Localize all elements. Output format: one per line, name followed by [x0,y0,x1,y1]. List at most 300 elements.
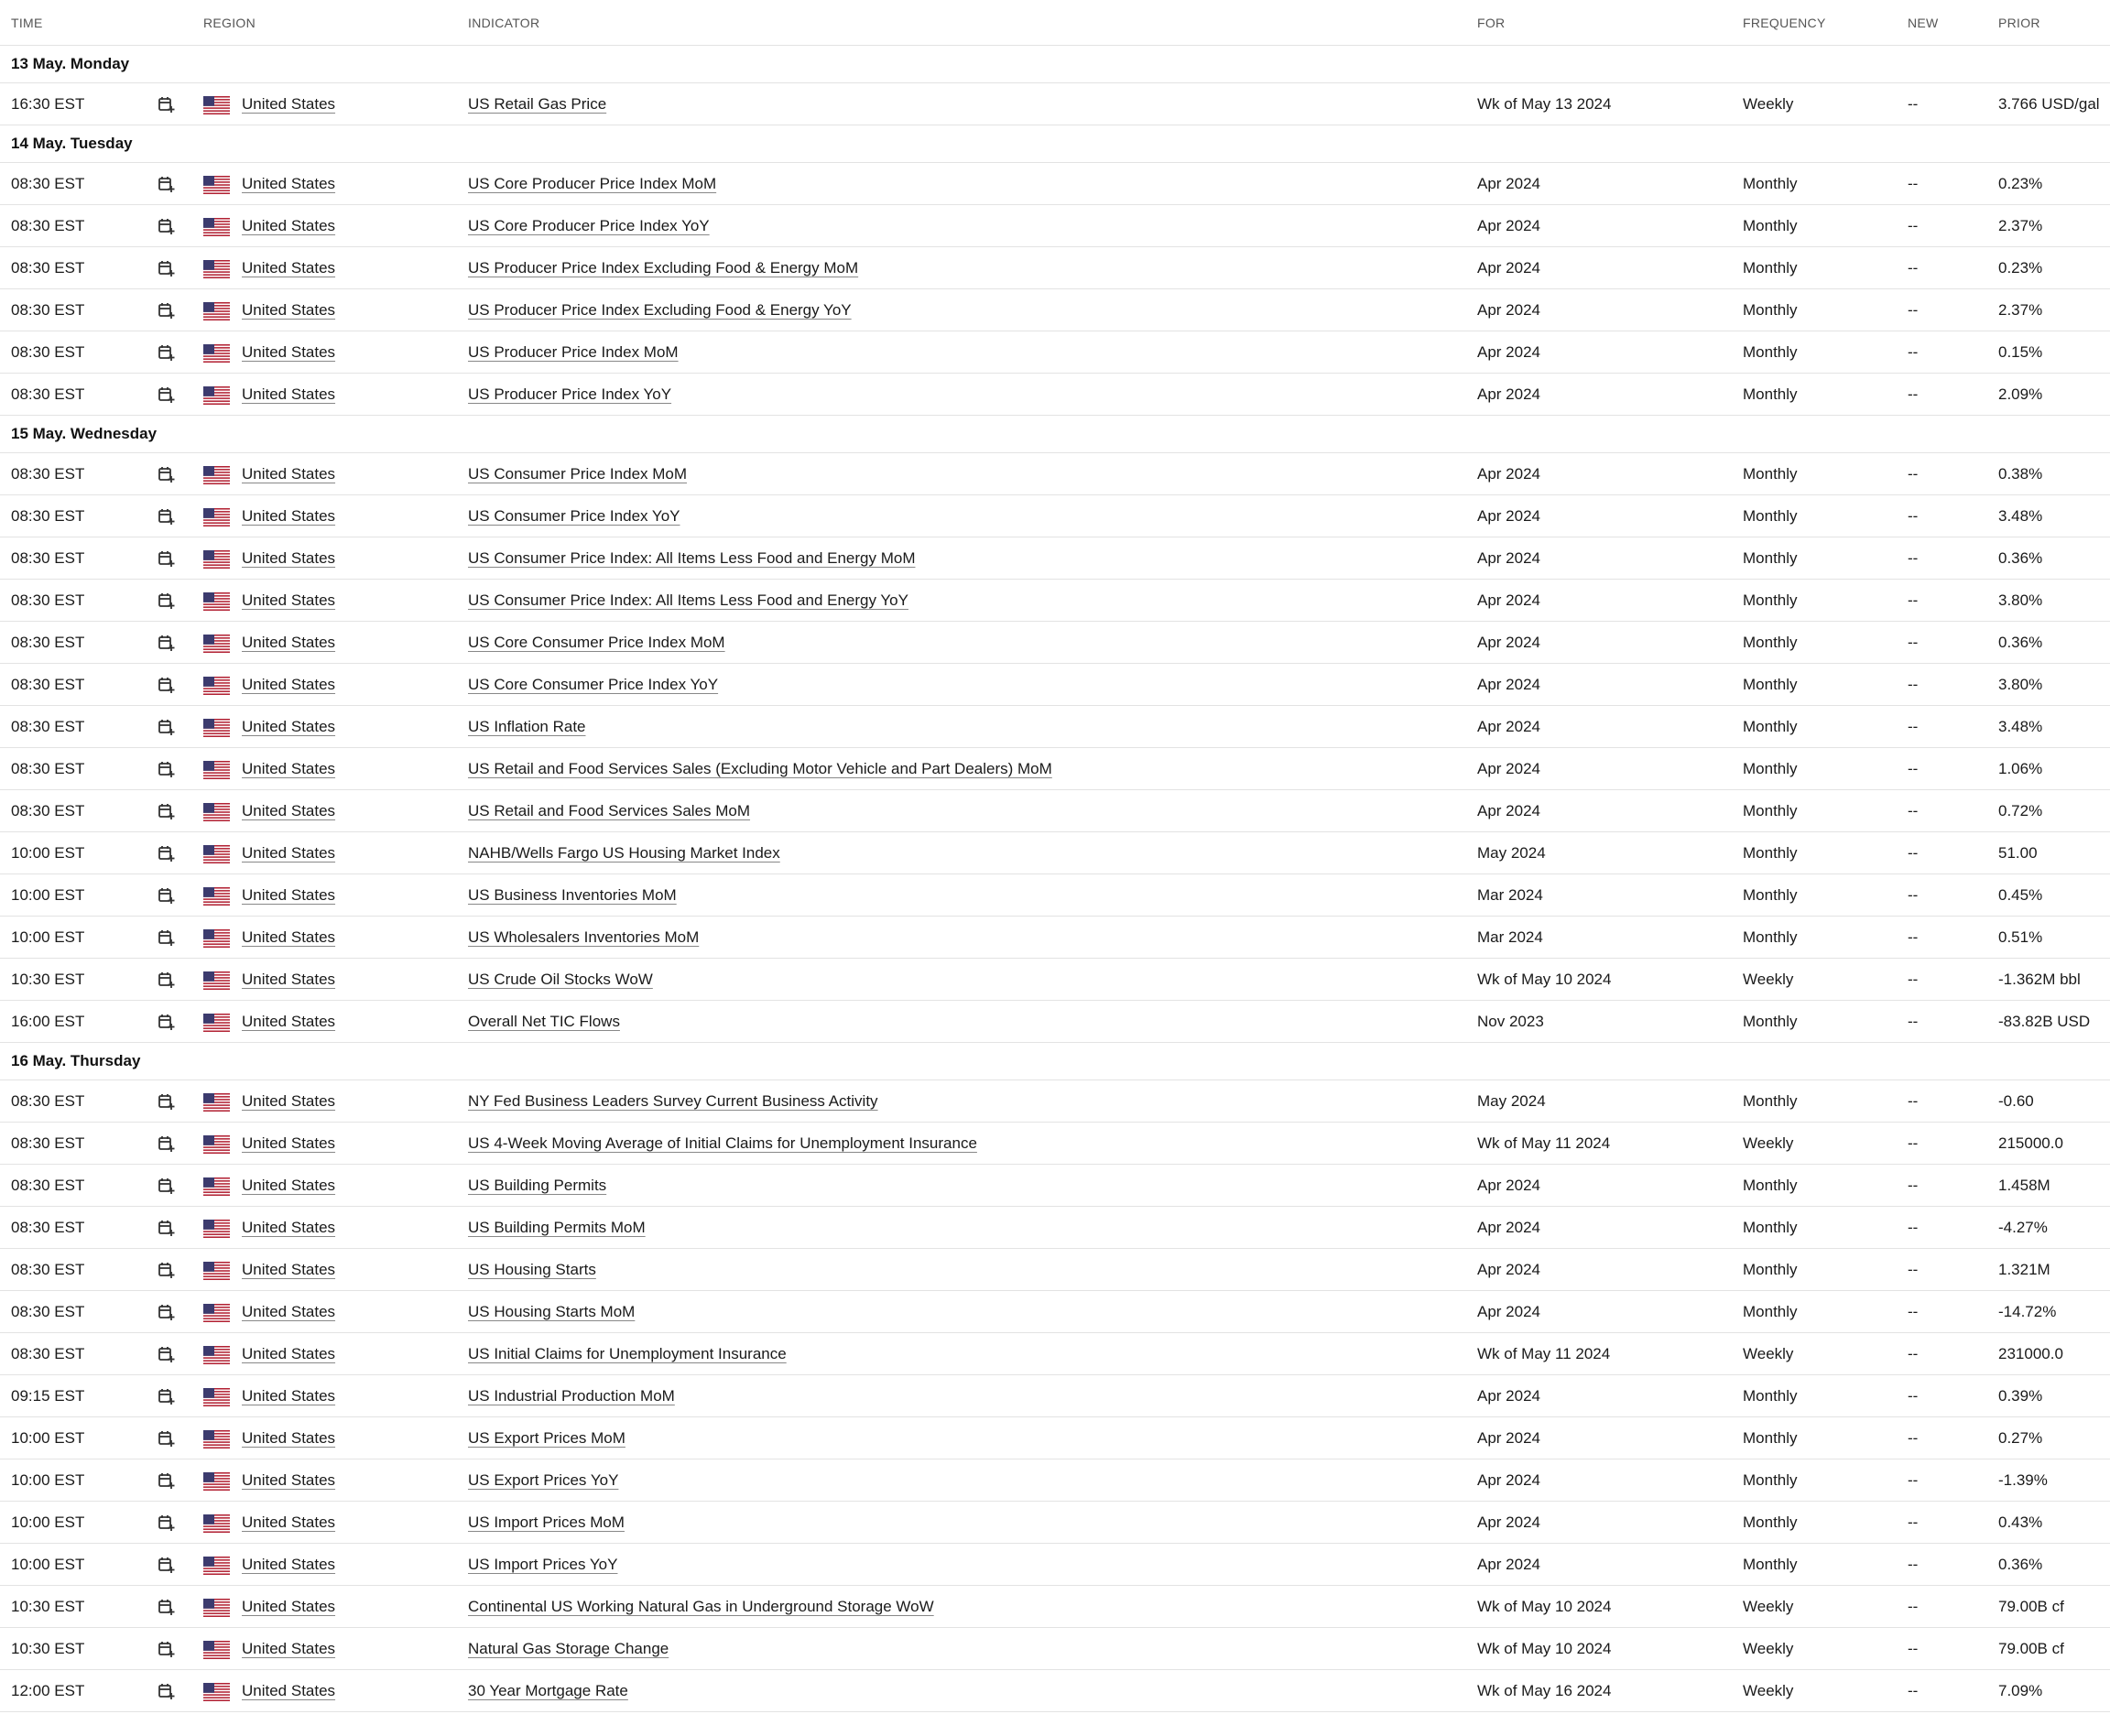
us-flag-icon [203,803,230,821]
us-flag-icon [203,1262,230,1280]
event-period: Apr 2024 [1477,1471,1540,1489]
us-flag-icon [203,677,230,695]
event-period: Apr 2024 [1477,301,1540,319]
column-header-prior[interactable]: PRIOR [1998,16,2040,30]
us-flag-icon [203,96,230,114]
add-to-calendar-button[interactable] [158,917,179,958]
event-row[interactable] [0,917,2110,959]
add-to-calendar-button[interactable] [158,205,179,246]
us-flag-icon [203,218,230,236]
event-time: 08:30 EST [11,1261,85,1278]
calendar-add-icon[interactable] [158,1514,176,1532]
calendar-add-icon[interactable] [158,343,176,362]
add-to-calendar-button[interactable] [158,748,179,789]
event-row[interactable] [0,1333,2110,1375]
event-frequency: Monthly [1743,385,1798,403]
region-link[interactable]: United States [242,802,336,819]
indicator-link[interactable]: US Producer Price Index Excluding Food & Energy MoM [468,259,859,277]
event-row[interactable] [0,374,2110,416]
indicator-link[interactable]: US Housing Starts MoM [468,1303,636,1320]
event-prior-value: 2.37% [1998,301,2043,319]
calendar-add-icon[interactable] [158,175,176,193]
event-frequency: Weekly [1743,1598,1794,1615]
calendar-add-icon[interactable] [158,802,176,820]
region-link[interactable]: United States [242,1598,336,1615]
add-to-calendar-button[interactable] [158,289,179,331]
region-flag [203,1502,231,1543]
region-link[interactable]: United States [242,760,336,777]
event-row[interactable] [0,1291,2110,1333]
region-link[interactable]: United States [242,1682,336,1699]
indicator-link[interactable]: Natural Gas Storage Change [468,1640,669,1657]
calendar-add-icon[interactable] [158,385,176,404]
add-to-calendar-button[interactable] [158,1001,179,1042]
indicator-link[interactable]: US 4-Week Moving Average of Initial Claims for Unemployment Insurance [468,1134,977,1152]
calendar-add-icon[interactable] [158,1471,176,1490]
event-row[interactable] [0,1375,2110,1417]
event-time: 08:30 EST [11,634,85,651]
region-link[interactable]: United States [242,1261,336,1278]
event-new-value: -- [1908,465,1919,483]
us-flag-icon [203,1220,230,1238]
calendar-add-icon[interactable] [158,676,176,694]
indicator-link[interactable]: US Housing Starts [468,1261,596,1278]
column-header-region[interactable]: REGION [203,16,256,30]
event-row[interactable] [0,247,2110,289]
region-link[interactable]: United States [242,1013,336,1030]
region-link[interactable]: United States [242,259,336,277]
indicator-link[interactable]: US Export Prices YoY [468,1471,619,1489]
event-row[interactable] [0,959,2110,1001]
calendar-add-icon[interactable] [158,1598,176,1616]
region-link[interactable]: United States [242,465,336,483]
us-flag-icon [203,1683,230,1701]
indicator-link[interactable]: US Crude Oil Stocks WoW [468,971,653,988]
calendar-add-icon[interactable] [158,1261,176,1279]
day-label: 14 May. Tuesday [11,135,133,152]
event-prior-value: 231000.0 [1998,1345,2063,1362]
region-link[interactable]: United States [242,549,336,567]
event-prior-value: 0.43% [1998,1514,2043,1531]
event-frequency: Monthly [1743,549,1798,567]
region-flag [203,580,231,621]
event-new-value: -- [1908,634,1919,651]
event-frequency: Weekly [1743,971,1794,988]
region-flag [203,748,231,789]
add-to-calendar-button[interactable] [158,1080,179,1122]
event-new-value: -- [1908,676,1919,693]
us-flag-icon [203,1014,230,1032]
region-link[interactable]: United States [242,1640,336,1657]
event-prior-value: 79.00B cf [1998,1598,2064,1615]
calendar-add-icon[interactable] [158,971,176,989]
calendar-add-icon[interactable] [158,1303,176,1321]
region-link[interactable]: United States [242,886,336,904]
event-row[interactable] [0,580,2110,622]
region-link[interactable]: United States [242,676,336,693]
add-to-calendar-button[interactable] [158,1417,179,1459]
calendar-add-icon[interactable] [158,1219,176,1237]
event-time: 08:30 EST [11,760,85,777]
indicator-link[interactable]: US Export Prices MoM [468,1429,625,1447]
us-flag-icon [203,1304,230,1322]
event-new-value: -- [1908,507,1919,525]
day-header-row [0,46,2110,83]
event-prior-value: 1.06% [1998,760,2043,777]
indicator-link[interactable]: 30 Year Mortgage Rate [468,1682,628,1699]
indicator-link[interactable]: US Inflation Rate [468,718,586,735]
event-row[interactable] [0,331,2110,374]
add-to-calendar-button[interactable] [158,1123,179,1164]
us-flag-icon [203,1177,230,1196]
event-new-value: -- [1908,385,1919,403]
event-row[interactable] [0,1249,2110,1291]
add-to-calendar-button[interactable] [158,1544,179,1585]
add-to-calendar-button[interactable] [158,1333,179,1374]
event-period: Apr 2024 [1477,217,1540,234]
add-to-calendar-button[interactable] [158,622,179,663]
us-flag-icon [203,761,230,779]
indicator-link[interactable]: US Import Prices MoM [468,1514,625,1531]
region-link[interactable]: United States [242,971,336,988]
event-new-value: -- [1908,1261,1919,1278]
event-frequency: Monthly [1743,465,1798,483]
add-to-calendar-button[interactable] [158,1165,179,1206]
event-time: 08:30 EST [11,718,85,735]
add-to-calendar-button[interactable] [158,83,179,125]
add-to-calendar-button[interactable] [158,1249,179,1290]
indicator-link[interactable]: US Consumer Price Index YoY [468,507,680,525]
event-period: Apr 2024 [1477,507,1540,525]
add-to-calendar-button[interactable] [158,832,179,873]
indicator-link[interactable]: US Wholesalers Inventories MoM [468,928,700,946]
indicator-link[interactable]: US Core Consumer Price Index MoM [468,634,725,651]
event-row[interactable] [0,1502,2110,1544]
event-new-value: -- [1908,760,1919,777]
region-link[interactable]: United States [242,844,336,862]
region-flag [203,163,231,204]
event-prior-value: 0.15% [1998,343,2043,361]
event-new-value: -- [1908,844,1919,862]
event-row[interactable] [0,1459,2110,1502]
event-time: 08:30 EST [11,175,85,192]
us-flag-icon [203,1093,230,1112]
region-link[interactable]: United States [242,928,336,946]
indicator-link[interactable]: US Building Permits MoM [468,1219,646,1236]
region-flag [203,1207,231,1248]
indicator-link[interactable]: US Core Producer Price Index YoY [468,217,710,234]
region-link[interactable]: United States [242,1429,336,1447]
day-header-row [0,416,2110,453]
event-time: 08:30 EST [11,385,85,403]
indicator-link[interactable]: US Initial Claims for Unemployment Insurance [468,1345,787,1362]
event-prior-value: 3.48% [1998,718,2043,735]
region-flag [203,83,231,125]
indicator-link[interactable]: US Retail and Food Services Sales (Excluding Motor Vehicle and Part Dealers) MoM [468,760,1052,777]
event-period: Apr 2024 [1477,175,1540,192]
event-period: Apr 2024 [1477,1556,1540,1573]
indicator-link[interactable]: NY Fed Business Leaders Survey Current Business Activity [468,1092,878,1110]
add-to-calendar-button[interactable] [158,1291,179,1332]
region-link[interactable]: United States [242,1134,336,1152]
event-period: Nov 2023 [1477,1013,1544,1030]
event-row[interactable] [0,1670,2110,1712]
event-period: Apr 2024 [1477,1303,1540,1320]
event-row[interactable] [0,1207,2110,1249]
event-prior-value: -4.27% [1998,1219,2048,1236]
region-link[interactable]: United States [242,343,336,361]
event-prior-value: 0.23% [1998,259,2043,277]
event-time: 08:30 EST [11,591,85,609]
region-link[interactable]: United States [242,1514,336,1531]
event-frequency: Monthly [1743,1387,1798,1405]
event-frequency: Monthly [1743,507,1798,525]
column-header-time[interactable]: TIME [11,16,43,30]
us-flag-icon [203,1430,230,1448]
event-time: 10:00 EST [11,1556,85,1573]
calendar-add-icon[interactable] [158,465,176,483]
calendar-add-icon[interactable] [158,507,176,526]
calendar-add-icon[interactable] [158,259,176,277]
event-frequency: Monthly [1743,760,1798,777]
indicator-link[interactable]: US Industrial Production MoM [468,1387,675,1405]
event-new-value: -- [1908,1134,1919,1152]
calendar-add-icon[interactable] [158,591,176,610]
event-prior-value: -0.60 [1998,1092,2034,1110]
us-flag-icon [203,466,230,484]
region-flag [203,1670,231,1711]
region-link[interactable]: United States [242,95,336,113]
calendar-add-icon[interactable] [158,718,176,736]
event-row[interactable] [0,453,2110,495]
add-to-calendar-button[interactable] [158,331,179,373]
column-header-indicator[interactable]: INDICATOR [468,16,540,30]
add-to-calendar-button[interactable] [158,163,179,204]
indicator-link[interactable]: US Producer Price Index YoY [468,385,672,403]
event-frequency: Weekly [1743,1345,1794,1362]
event-new-value: -- [1908,1598,1919,1615]
region-link[interactable]: United States [242,1345,336,1362]
region-link[interactable]: United States [242,175,336,192]
event-time: 08:30 EST [11,802,85,819]
event-row[interactable] [0,1544,2110,1586]
region-flag [203,1544,231,1585]
event-row[interactable] [0,706,2110,748]
event-row[interactable] [0,83,2110,125]
event-new-value: -- [1908,1303,1919,1320]
event-row[interactable] [0,205,2110,247]
calendar-add-icon[interactable] [158,1134,176,1153]
region-link[interactable]: United States [242,1092,336,1110]
region-link[interactable]: United States [242,1471,336,1489]
add-to-calendar-button[interactable] [158,790,179,831]
event-row[interactable] [0,748,2110,790]
event-time: 08:30 EST [11,259,85,277]
add-to-calendar-button[interactable] [158,706,179,747]
indicator-link[interactable]: Overall Net TIC Flows [468,1013,620,1030]
indicator-link[interactable]: US Retail and Food Services Sales MoM [468,802,751,819]
event-frequency: Monthly [1743,928,1798,946]
event-row[interactable] [0,1417,2110,1459]
add-to-calendar-button[interactable] [158,1375,179,1416]
region-flag [203,1165,231,1206]
event-time: 10:00 EST [11,844,85,862]
event-frequency: Monthly [1743,802,1798,819]
indicator-link[interactable]: NAHB/Wells Fargo US Housing Market Index [468,844,780,862]
event-frequency: Monthly [1743,1219,1798,1236]
event-frequency: Weekly [1743,1640,1794,1657]
event-prior-value: 79.00B cf [1998,1640,2064,1657]
day-label: 13 May. Monday [11,55,130,72]
indicator-link[interactable]: US Consumer Price Index: All Items Less Food and Energy MoM [468,549,916,567]
region-link[interactable]: United States [242,217,336,234]
event-row[interactable] [0,537,2110,580]
add-to-calendar-button[interactable] [158,664,179,705]
column-header-new[interactable]: NEW [1908,16,1939,30]
calendar-add-icon[interactable] [158,928,176,947]
calendar-add-icon[interactable] [158,886,176,905]
calendar-add-icon[interactable] [158,1387,176,1405]
calendar-add-icon[interactable] [158,1345,176,1363]
calendar-add-icon[interactable] [158,844,176,863]
day-label: 15 May. Wednesday [11,425,158,442]
event-new-value: -- [1908,1013,1919,1030]
calendar-add-icon[interactable] [158,1556,176,1574]
indicator-link[interactable]: US Core Producer Price Index MoM [468,175,717,192]
event-new-value: -- [1908,549,1919,567]
calendar-add-icon[interactable] [158,1682,176,1700]
indicator-link[interactable]: US Import Prices YoY [468,1556,618,1573]
region-link[interactable]: United States [242,301,336,319]
add-to-calendar-button[interactable] [158,1670,179,1711]
event-row[interactable] [0,163,2110,205]
event-row[interactable] [0,495,2110,537]
indicator-link[interactable]: US Core Consumer Price Index YoY [468,676,719,693]
event-time: 08:30 EST [11,1134,85,1152]
calendar-add-icon[interactable] [158,549,176,568]
event-frequency: Monthly [1743,634,1798,651]
indicator-link[interactable]: US Producer Price Index Excluding Food & Energy YoY [468,301,852,319]
event-row[interactable] [0,664,2110,706]
event-prior-value: 0.36% [1998,634,2043,651]
us-flag-icon [203,1514,230,1533]
indicator-link[interactable]: US Consumer Price Index: All Items Less Food and Energy YoY [468,591,908,609]
column-header-for[interactable]: FOR [1477,16,1506,30]
add-to-calendar-button[interactable] [158,247,179,288]
event-row[interactable] [0,1123,2110,1165]
region-flag [203,1628,231,1669]
table-header [0,0,2110,46]
calendar-add-icon[interactable] [158,634,176,652]
region-flag [203,495,231,537]
calendar-add-icon[interactable] [158,95,176,114]
calendar-add-icon[interactable] [158,1013,176,1031]
event-prior-value: 3.766 USD/gal [1998,95,2100,113]
region-flag [203,917,231,958]
event-new-value: -- [1908,1429,1919,1447]
region-link[interactable]: United States [242,1177,336,1194]
calendar-add-icon[interactable] [158,1640,176,1658]
column-header-frequency[interactable]: FREQUENCY [1743,16,1826,30]
region-link[interactable]: United States [242,1303,336,1320]
region-flag [203,959,231,1000]
calendar-add-icon[interactable] [158,1177,176,1195]
region-flag [203,874,231,916]
event-period: May 2024 [1477,844,1546,862]
region-flag [203,1080,231,1122]
calendar-add-icon[interactable] [158,760,176,778]
add-to-calendar-button[interactable] [158,374,179,415]
event-time: 08:30 EST [11,301,85,319]
add-to-calendar-button[interactable] [158,874,179,916]
indicator-link[interactable]: Continental US Working Natural Gas in Underground Storage WoW [468,1598,934,1615]
event-prior-value: 3.80% [1998,676,2043,693]
region-link[interactable]: United States [242,385,336,403]
calendar-add-icon[interactable] [158,301,176,320]
add-to-calendar-button[interactable] [158,580,179,621]
add-to-calendar-button[interactable] [158,1207,179,1248]
region-link[interactable]: United States [242,591,336,609]
event-period: Mar 2024 [1477,928,1543,946]
add-to-calendar-button[interactable] [158,537,179,579]
us-flag-icon [203,887,230,906]
region-link[interactable]: United States [242,507,336,525]
event-row[interactable] [0,1586,2110,1628]
us-flag-icon [203,386,230,405]
event-frequency: Monthly [1743,259,1798,277]
region-link[interactable]: United States [242,634,336,651]
calendar-add-icon[interactable] [158,1092,176,1111]
event-row[interactable] [0,622,2110,664]
us-flag-icon [203,1641,230,1659]
add-to-calendar-button[interactable] [158,453,179,494]
indicator-link[interactable]: US Building Permits [468,1177,607,1194]
add-to-calendar-button[interactable] [158,1586,179,1627]
add-to-calendar-button[interactable] [158,1502,179,1543]
event-row[interactable] [0,874,2110,917]
add-to-calendar-button[interactable] [158,1628,179,1669]
region-flag [203,1249,231,1290]
region-link[interactable]: United States [242,1556,336,1573]
calendar-add-icon[interactable] [158,217,176,235]
region-link[interactable]: United States [242,1387,336,1405]
calendar-add-icon[interactable] [158,1429,176,1448]
event-row[interactable] [0,832,2110,874]
event-new-value: -- [1908,1640,1919,1657]
event-frequency: Monthly [1743,217,1798,234]
event-row[interactable] [0,790,2110,832]
indicator-link[interactable]: US Business Inventories MoM [468,886,677,904]
event-row[interactable] [0,1628,2110,1670]
indicator-link[interactable]: US Producer Price Index MoM [468,343,679,361]
region-flag [203,1586,231,1627]
event-row[interactable] [0,1080,2110,1123]
event-row[interactable] [0,1001,2110,1043]
event-new-value: -- [1908,175,1919,192]
indicator-link[interactable]: US Consumer Price Index MoM [468,465,688,483]
region-link[interactable]: United States [242,1219,336,1236]
add-to-calendar-button[interactable] [158,495,179,537]
add-to-calendar-button[interactable] [158,1459,179,1501]
event-row[interactable] [0,1165,2110,1207]
indicator-link[interactable]: US Retail Gas Price [468,95,607,113]
add-to-calendar-button[interactable] [158,959,179,1000]
region-link[interactable]: United States [242,718,336,735]
event-row[interactable] [0,289,2110,331]
event-frequency: Monthly [1743,1429,1798,1447]
region-flag [203,790,231,831]
event-period: Wk of May 13 2024 [1477,95,1612,113]
